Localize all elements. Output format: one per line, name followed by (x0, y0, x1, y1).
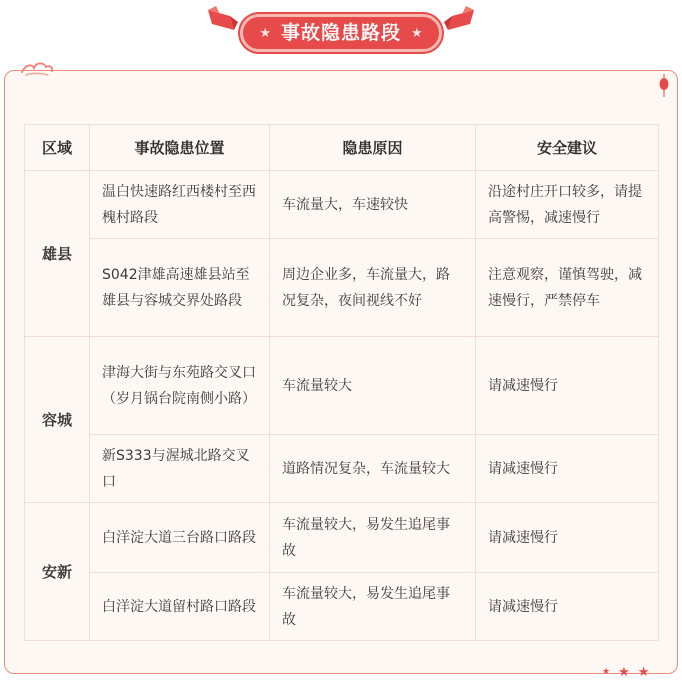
advice-cell: 注意观察，谨慎驾驶，减速慢行，严禁停车 (476, 239, 659, 337)
table-row (25, 435, 659, 503)
advice-cell: 请减速慢行 (476, 573, 659, 641)
cause-cell: 道路情况复杂，车流量较大 (270, 435, 476, 503)
cause-cell: 车流量大，车速较快 (270, 171, 476, 239)
bottom-stars (602, 663, 649, 681)
region-cell: 雄县 (25, 171, 90, 337)
table-row (25, 573, 659, 641)
header-advice: 安全建议 (476, 125, 659, 171)
star-icon: ★ (637, 664, 650, 680)
cause-cell: 车流量较大 (270, 337, 476, 435)
table-row (25, 171, 659, 239)
location-cell: 温白快速路红西楼村至西槐村路段 (90, 171, 270, 239)
region-cell: 容城 (25, 337, 90, 503)
page-title: 事故隐患路段 (280, 21, 401, 44)
advice-cell: 沿途村庄开口较多，请提高警惕，减速慢行 (476, 171, 659, 239)
table-header-row (25, 125, 659, 171)
location-cell: S042津雄高速雄县站至雄县与容城交界处路段 (90, 239, 270, 337)
table-row (25, 337, 659, 435)
star-icon: ★ (602, 667, 611, 677)
ribbon-right-icon (442, 4, 478, 36)
advice-cell: 请减速慢行 (476, 337, 659, 435)
cause-cell: 车流量较大，易发生追尾事故 (270, 503, 476, 573)
region-cell: 安新 (25, 503, 90, 641)
star-icon: ★ (618, 664, 630, 680)
location-cell: 白洋淀大道留村路口路段 (90, 573, 270, 641)
location-cell: 新S333与渥城北路交叉口 (90, 435, 270, 503)
header-region: 区域 (25, 125, 90, 171)
lantern-icon (659, 74, 669, 98)
advice-cell: 请减速慢行 (476, 503, 659, 573)
star-icon: ★ (411, 25, 423, 41)
header-location: 事故隐患位置 (90, 125, 270, 171)
cause-cell: 周边企业多，车流量大，路况复杂，夜间视线不好 (270, 239, 476, 337)
header-cause: 隐患原因 (270, 125, 476, 171)
accident-hazard-table (24, 124, 659, 641)
cloud-icon (20, 56, 54, 78)
cause-cell: 车流量较大，易发生追尾事故 (270, 573, 476, 641)
location-cell: 津海大街与东苑路交叉口（岁月锅台院南侧小路） (90, 337, 270, 435)
table-row (25, 503, 659, 573)
star-icon: ★ (259, 25, 271, 41)
advice-cell: 请减速慢行 (476, 435, 659, 503)
table-row (25, 239, 659, 337)
title-banner (240, 14, 442, 52)
ribbon-left-icon (204, 4, 240, 36)
location-cell: 白洋淀大道三台路口路段 (90, 503, 270, 573)
